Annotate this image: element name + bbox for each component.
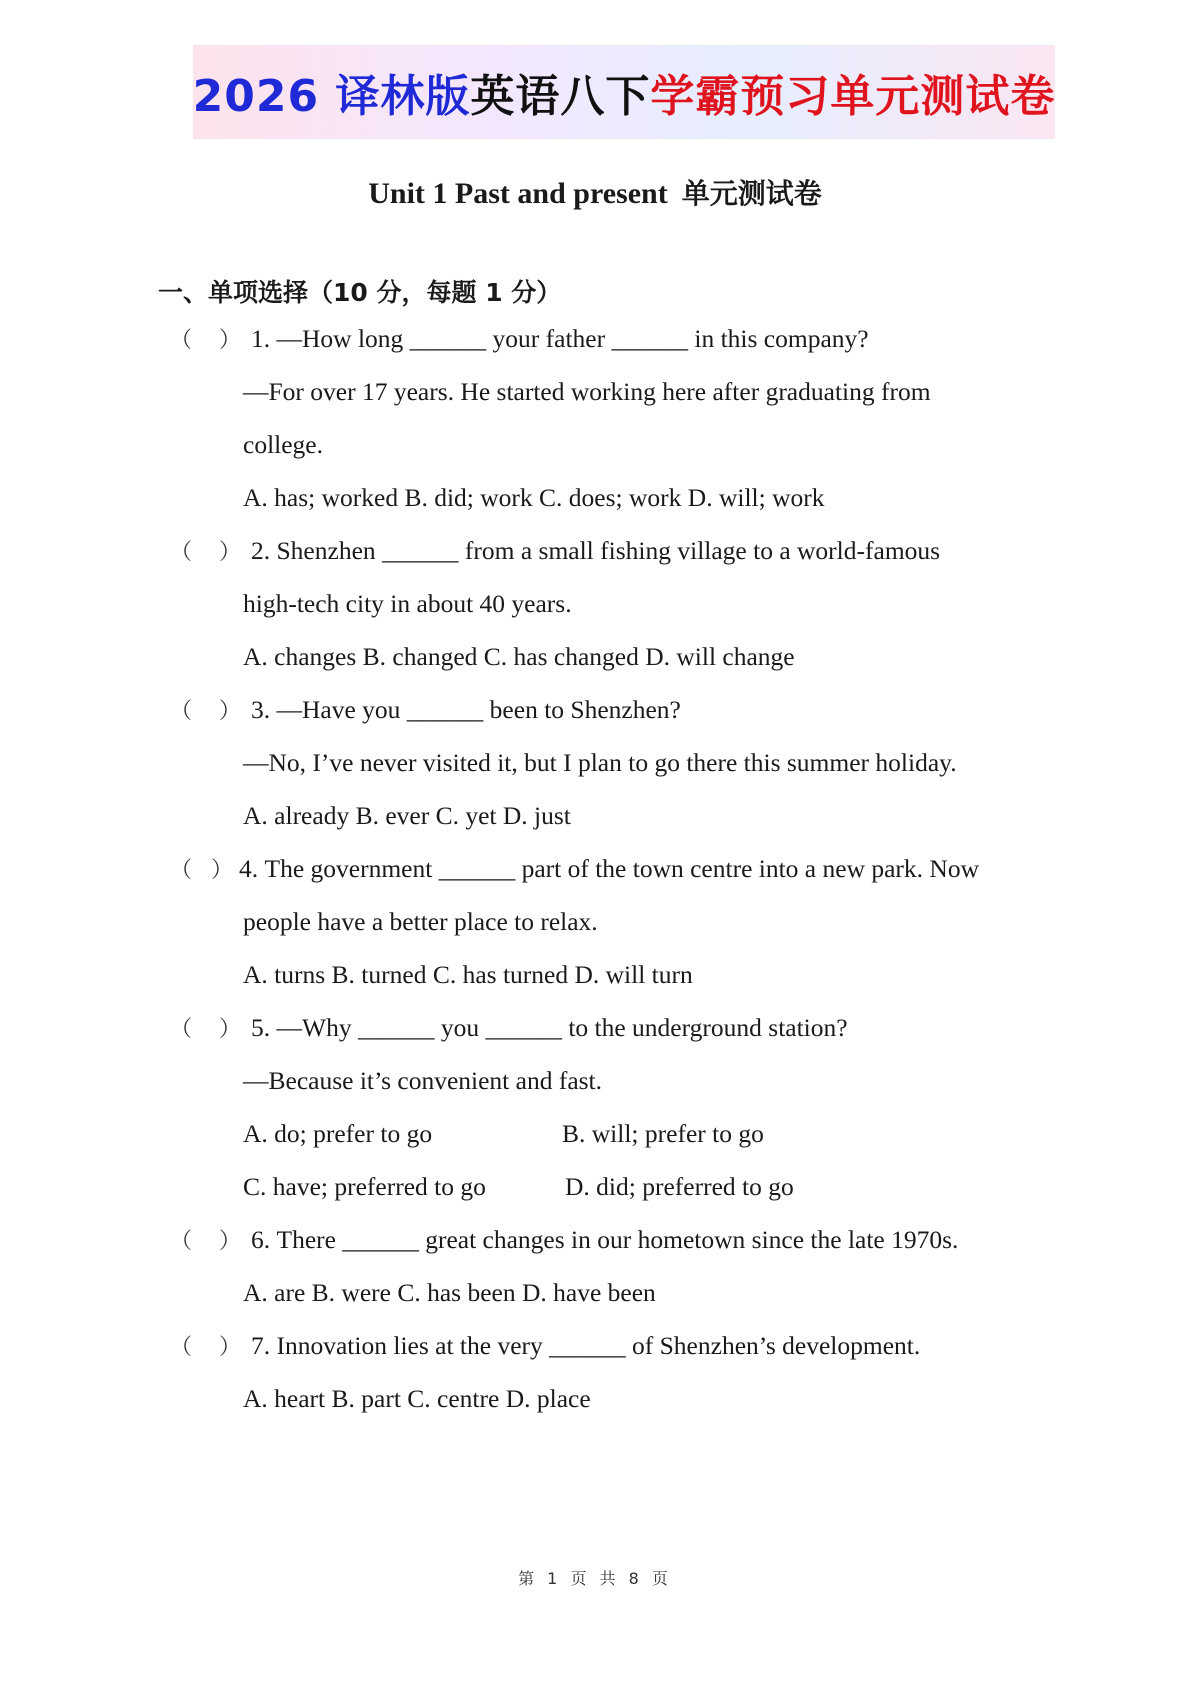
question-3-line-1: —No, I’ve never visited it, but I plan to go there this summer holiday. [243, 748, 957, 777]
answer-blank-4[interactable]: （ ） [170, 858, 239, 883]
question-5-stem-line [170, 1015, 848, 1041]
question-4-line-1: people have a better place to relax. [243, 907, 598, 936]
question-5-option-d: D. did; preferred to go [565, 1172, 794, 1201]
answer-blank-5[interactable]: （ ） [170, 1017, 251, 1042]
unit-title-chinese: 单元测试卷 [681, 177, 822, 210]
question-4-stem: 4. The government ______ part of the town centre into a new park. Now [239, 854, 979, 883]
question-4-stem-line [170, 856, 979, 882]
page-footer: 第 1 页 共 8 页 [518, 1569, 672, 1588]
title-banner [193, 45, 1055, 139]
question-6-stem-line [170, 1227, 958, 1253]
question-2-options: A. changes B. changed C. has changed D. will change [243, 642, 795, 671]
unit-title [0, 172, 1190, 212]
answer-blank-7[interactable]: （ ） [170, 1335, 251, 1360]
question-2-stem-line [170, 538, 940, 564]
question-6-stem: 6. There ______ great changes in our hometown since the late 1970s. [251, 1225, 959, 1254]
question-3-options: A. already B. ever C. yet D. just [243, 801, 571, 830]
question-5-option-a: A. do; prefer to go [243, 1119, 433, 1148]
unit-title-english: Unit 1 Past and present [368, 177, 668, 210]
question-1-line-2: college. [243, 430, 323, 459]
banner-subject: 英语八下 [470, 71, 651, 122]
question-6-options: A. are B. were C. has been D. have been [243, 1278, 656, 1307]
question-1-line-1: —For over 17 years. He started working here after graduating from [243, 377, 931, 406]
question-3-stem: 3. —Have you ______ been to Shenzhen? [251, 695, 681, 724]
banner-title [193, 60, 1056, 124]
question-2-line-1: high-tech city in about 40 years. [243, 589, 572, 618]
question-5-line-1: —Because it’s convenient and fast. [243, 1066, 603, 1095]
banner-test-name: 学霸预习单元测试卷 [650, 71, 1056, 122]
answer-blank-2[interactable]: （ ） [170, 540, 251, 565]
question-7-stem-line [170, 1333, 920, 1359]
section-title: 一、单项选择（10 分，每题 1 分） [158, 278, 562, 307]
question-1-options: A. has; worked B. did; work C. does; work D. will; work [243, 483, 825, 512]
question-3-stem-line [170, 697, 681, 723]
answer-blank-3[interactable]: （ ） [170, 699, 251, 724]
question-7-options: A. heart B. part C. centre D. place [243, 1384, 591, 1413]
question-5-option-c: C. have; preferred to go [243, 1172, 486, 1201]
question-7-stem: 7. Innovation lies at the very ______ of Shenzhen’s development. [251, 1331, 921, 1360]
question-4-options: A. turns B. turned C. has turned D. will turn [243, 960, 693, 989]
question-2-stem: 2. Shenzhen ______ from a small fishing village to a world-famous [251, 536, 941, 565]
question-5-option-b: B. will; prefer to go [562, 1119, 764, 1148]
answer-blank-1[interactable]: （ ） [170, 328, 251, 353]
question-1-stem-line [170, 326, 869, 352]
question-1-stem: 1. —How long ______ your father ______ in this company? [251, 324, 869, 353]
question-5-stem: 5. —Why ______ you ______ to the underground station? [251, 1013, 848, 1042]
answer-blank-6[interactable]: （ ） [170, 1229, 251, 1254]
banner-year-edition: 2026 译林版 [192, 71, 471, 122]
